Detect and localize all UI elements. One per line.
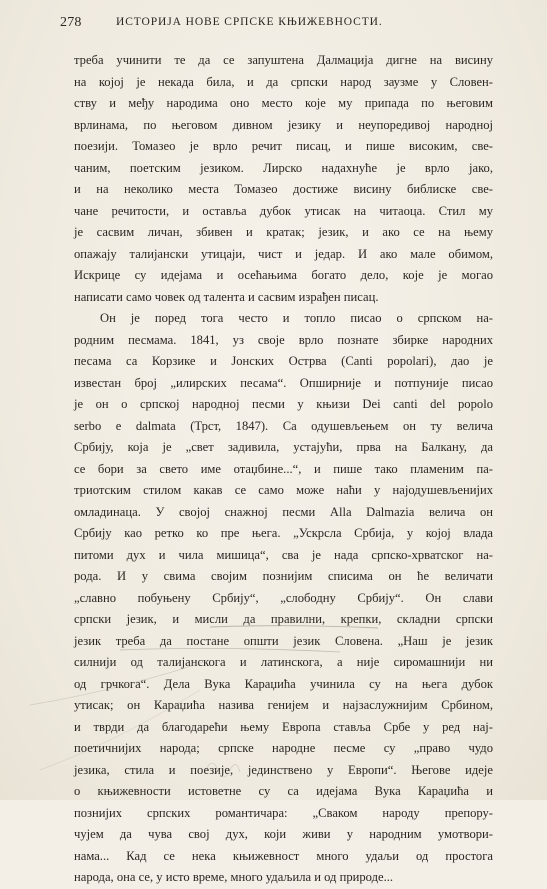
text-line: омладинаца. У својој снажној песми Alla Dalmazia велича он <box>74 504 493 519</box>
text-line: написати само човек од талента и сасвим израђен писац. <box>74 289 379 304</box>
text-line: родним песмама. 1841, уз своје врло познате збирке народних <box>74 332 493 347</box>
text-line: је сасвим личан, збивен и кратак; језик, и ако се на њему <box>74 225 493 239</box>
page-number: 278 <box>60 15 82 30</box>
page-header <box>60 15 500 35</box>
text-line: и на неколико места Томазео достиже висину библиске све- <box>74 182 493 196</box>
text-line: је он о српској народној песми у књизи Dei canti del popolo <box>74 397 493 411</box>
text-line: песама са Корзике и Јонских Острва (Canti popolari), дао је <box>74 354 493 368</box>
text-line: Србију као ретко ко пре њега. „Ускрсла Србија, у којој влада <box>74 526 493 540</box>
text-line: од грчкога“. Дела Вука Караџића учинила су на њега дубок <box>74 676 493 691</box>
text-line: о књижевности истоветне су са идејама Вука Караџића и <box>74 784 493 798</box>
body-text <box>74 50 493 889</box>
text-line: нама... Кад се нека књижевност много удаљи од простога <box>74 848 493 863</box>
text-line: језик треба да постане општи језик Словена. „Наш је језик <box>74 633 493 648</box>
text-line: „славно побуњену Србију“, „слободну Србију“. Он слави <box>74 590 493 605</box>
text-line: поезији. Томазео је врло речит писац, и пише високим, све- <box>74 139 493 153</box>
text-line: serbo e dalmata (Трст, 1847). Са одушевљењем он ту велича <box>74 418 493 433</box>
text-line: известан број „илирских песама“. Опширније и потпуније писао <box>74 375 493 390</box>
text-line: народа, она се, у исто време, много удаљила и од природе... <box>74 870 394 884</box>
text-line: триотским стилом какав се само може наћи у најодушевљенијих <box>74 483 493 497</box>
running-title: ИСТОРИЈА НОВЕ СРПСКЕ КЊИЖЕВНОСТИ. <box>116 16 383 28</box>
text-line: силнији од талијанскога и латинскога, а није сиромашнији ни <box>74 655 493 669</box>
text-line: чаним, поетским језиком. Лирско надахнуће је врло јако, <box>74 160 493 175</box>
text-line: Он је поред тога често и топло писао о српском на- <box>100 311 493 325</box>
text-line: се бори за свето име отаџбине...“, и пише тако пламеним па- <box>74 461 493 476</box>
text-line: рода. И у свима својим познијим списима он ће величати <box>74 569 493 583</box>
text-line: чујем да чува свој дух, који живи у народним умотвори- <box>74 827 493 841</box>
text-line: ству и међу народима оно место које му припада по његовим <box>74 96 493 110</box>
text-line: поетичнијих народа; српске народне песме су „право чудо <box>74 741 493 755</box>
text-line: чане речитости, и оставља дубок утисак на читаоца. Стил му <box>74 203 493 218</box>
text-line: Искрице су идејама и осећањима богато дело, које је могао <box>74 268 493 282</box>
text-line: треба учинити те да се запуштена Далмација дигне на висину <box>74 53 493 67</box>
text-line: утисак; он Караџића назива генијем и најзаслужнијим Србином, <box>74 698 493 712</box>
text-line: познијих српских романтичара: „Сваком народу препору- <box>74 805 493 820</box>
text-line: врлинама, по његовом дивном језику и неупоредивој народној <box>74 117 493 132</box>
text-line: опажају талијански утицаји, чист и једар. И ако мале обимом, <box>74 246 493 261</box>
text-line: Србију, која је „свет задивила, устајући, прва на Балкану, да <box>74 440 493 454</box>
text-line: српски језик, и мисли да правилни, крепки, складни српски <box>74 612 493 626</box>
text-line: и тврди да благодарећи њему Европа ставља Србе у ред нај- <box>74 719 493 734</box>
text-line: језика, стила и поезије, јединствено у Европи“. Његове идеје <box>74 762 493 777</box>
text-line: на којој је некада била, и да српски народ заузме у Словен- <box>74 74 493 89</box>
text-line: питоми дух и чила мишица“, сва је нада српско-хрватског на- <box>74 547 493 562</box>
